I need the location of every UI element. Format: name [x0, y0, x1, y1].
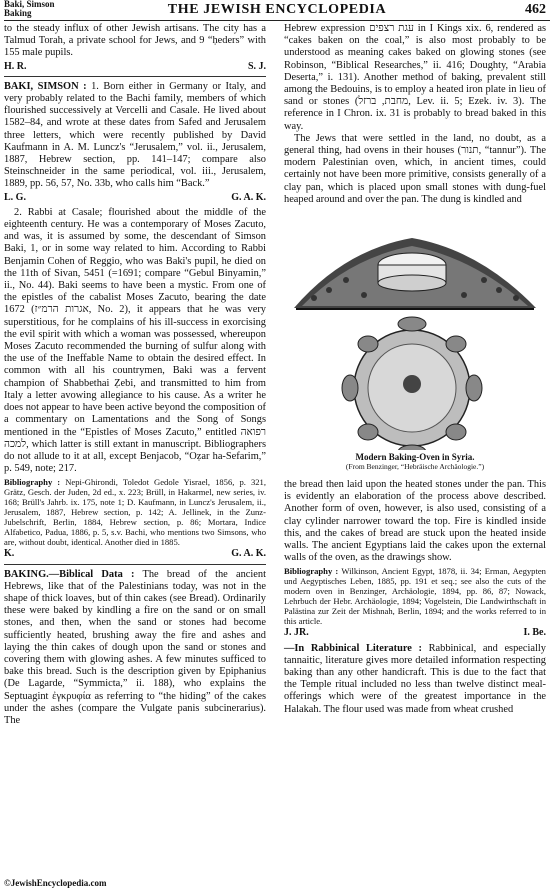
signature-line — [4, 61, 266, 73]
signature-initials: J. JR. — [284, 627, 309, 639]
signature-line — [284, 627, 546, 639]
bibliography-label: Bibliography : — [4, 477, 61, 488]
running-head-first: Baki, Simson — [4, 0, 55, 9]
signature-author: G. A. K. — [231, 548, 266, 560]
signature-author: I. Be. — [523, 627, 546, 639]
header-rule — [4, 20, 550, 21]
signature-author: G. A. K. — [231, 191, 266, 203]
baking-oven-figure — [284, 210, 546, 477]
oven-side-view — [294, 238, 536, 309]
article-heading: BAKING.—Biblical Data : — [4, 568, 135, 580]
page-number: 462 — [525, 2, 546, 17]
paragraph-text: Rabbinical, and especially tannaitic, literature gives more detailed information respecting baking than any other handicraft. This is due to the fact that the Temple ritual included no less than twelve distinct meal-offerings which were of the greatest importance in the Halakah. The flour used was made from wheat crushed — [284, 642, 546, 715]
signature-initials: K. — [4, 548, 15, 560]
bibliography-label: Bibliography : — [284, 566, 339, 577]
signature-initials: L. G. — [4, 191, 26, 203]
right-column — [284, 23, 546, 716]
signature-initials: H. R. — [4, 60, 27, 72]
page-title: THE JEWISH ENCYCLOPEDIA — [167, 2, 387, 17]
bibliography-text: Wilkinson, Ancient Egypt, 1878, ii. 34; Erman, Aegypten und Aegyptisches Leben, 1885, pp. 191 et seq.; see also the cuts of the modern oven in Benzinger, Archäologie, 1894, pp. 86, 87; Nowack, Lehrbuch der Hebr. Archäologie, 1894; Vogelstein, Die Landwirthschaft in Palästina zur Zeit der Mishnah, Berlin, 1894; and the works referred to in this article. — [284, 566, 546, 627]
figure-caption: Modern Baking-Oven in Syria. — [355, 452, 475, 463]
signature-author: S. J. — [247, 60, 266, 72]
article-baki-2: 2. Rabbi at Casale; flourished about the middle of the eighteenth century. He was a contemporary of Moses Zacuto, and was, it is assumed by some, the descendant of Simson Baki, 1, or in some way related to him. According to Rabbi Benjamin Cohen of Reggio, who was Baki's pupil, he died on the 11th of Sivan, 5451 (=1691; compare “Gebul Binyamin,” ii., No. 44). Baki seems to have been a mystic. From one of the epistles of the cabalist Moses Zacuto, bearing the date 1672 (אגרות הרמ״ז, No. 2), it appears that he was very superstitious, for he complains of his ill-success in exorcising the evil spirit with which a woman was possessed, whereupon Moses Zacuto recommended the burning of sulfur along with the use of the Ineffable Name to obtain the desired effect. In common with all his countrymen, Baki was a fervent champion of Shabbethai Ẓebi, and transmitted to him from Italy a letter avowing allegiance to his cause. As a writer he does not appear to have been active beyond the composition of a commentary on Lamentations and the Song of Songs mentioned in the “Epistles of Moses Zacuto,” entitled רפואה למכה, which latter is still extant in manuscript. Bibliographers do not allude to it at all, except Benjacob, “Oẓar ha-Sefarim,” p. 549, note; 217. — [4, 206, 266, 475]
article-separator — [4, 76, 266, 77]
figure-credit: (From Benzinger, “Hebräische Archäologie.”) — [345, 462, 485, 472]
article-heading: BAKI, SIMSON : — [4, 80, 87, 92]
left-column — [4, 23, 266, 727]
bibliography-text: Nepi-Ghirondi, Toledot Gedole Yisrael, 1856, p. 321, Grätz, Gesch. der Juden, 2d ed., x. 223; Brüll, in Hakarmel, new series, iv. 168; Brüll's Jahrb. ix. 175, note 1; D. Kaufmann, in Luncz's Jerusalem, ii., Jerusalem, 1887, Hebrew section, p. 142; A. Jellinek, in the Zunz-Jubelschrift, Berlin, 1884, Hebrew section, p. 86; Mortara, Indice Alfabetico, Padua, 1886, p. 5, s.v. Bachi, who mentions two Simsons, who are, without doubt, identical. Another died in 1885. — [4, 477, 266, 548]
paragraph: Hebrew expression עגת רצפים in I Kings xix. 6, rendered as “cakes baken on the coal,” is also most probably to be understood as meaning cakes baked on glowing stones (see Robinson, “Biblical Researches,” ii. 416; Doughty, “Arabia Deserta,” i. 131). Another method of baking, prevalent still among the Bedouins, is to employ a heated iron plate in lieu of sand or stones (מחבת, ברזל, Lev. ii. 5; Ezek. iv. 3). The reference in I Chron. ix. 31 is probably to bread baked in this way. — [284, 23, 547, 132]
paragraph-text: The bread of the ancient Hebrews, like that of the Palestinians today, was not in the shape of thick loaves, but of thin cakes (see Bread). Ordinarily these were baked by kindling a fire on the sand or on small stones, and then, when the sand or stones had become sufficiently heated, brushing away the fire and ashes and laying the thin cakes of dough upon the sand or stones and covering them with glowing ashes. A few minutes sufficed to bake this bread. Such is the description given by Epiphanius (De Lagarde, “Symmicta,” ii. 188), who explains the Septuagint ἐγκρυφία as referring to “the hiding” of the cakes under the ashes (compare the Vulgate panis subcinerarius). The — [4, 568, 266, 726]
paragraph: The Jews that were settled in the land, no doubt, as a general thing, had ovens in their houses (תנור, “tannur”). The modern Palestinian oven, which, in ancient times, could certainly not have been more primitive, consists generally of a clay pan, which is placed upon small stones with dung-fuel heaped around and over the pan. The dung is kindled and — [284, 132, 546, 205]
bibliography — [284, 566, 546, 626]
page-header — [0, 0, 554, 18]
signature-line — [4, 192, 266, 204]
signature-line — [4, 548, 266, 560]
oven-top-view — [342, 317, 482, 450]
bibliography — [4, 477, 266, 547]
footer-credit: ©JewishEncyclopedia.com — [4, 878, 107, 888]
running-head-last: Baking — [4, 8, 32, 18]
article-separator — [4, 564, 266, 565]
article-baki-1 — [4, 81, 266, 191]
paragraph: the bread then laid upon the heated stones under the pan. This is evidently an elaboration of the process above described. Another form of oven, however, is also used, consisting of a clay cylinder narrower toward the top. Fire is kindled inside this, and the cakes of bread are stuck upon the heated inside walls. The ancient Egyptians laid the cakes upon the external walls of the oven, as the drawings show. — [284, 479, 546, 564]
article-baking — [4, 569, 266, 728]
section-heading: —In Rabbinical Literature : — [284, 642, 422, 654]
paragraph-text: 1. Born either in Germany or Italy, and very probably related to the Bachi family, members of which flourished successively at Vercelli and Casale. He lived about 1582–84, and wrote at these dates from Safed and Jerusalem three letters, which were recently published by David Kaufmann in A. M. Luncz's “Jerusalem,” vol. ii., Jerusalem, 1887, Hebrew section, pp. 141–147; compare also Steinschneider in the same periodical, vol. iii., Jerusalem, 1889, pp. 56, 57, No. 33b, who calls him “Back.” — [4, 80, 266, 190]
oven-illustration — [284, 210, 546, 450]
article-rabbinical — [284, 643, 546, 716]
paragraph: to the steady influx of other Jewish artisans. The city has a Talmud Torah, a private school for Jews, and 9 “ḥeders” with 155 male pupils. — [4, 23, 266, 59]
